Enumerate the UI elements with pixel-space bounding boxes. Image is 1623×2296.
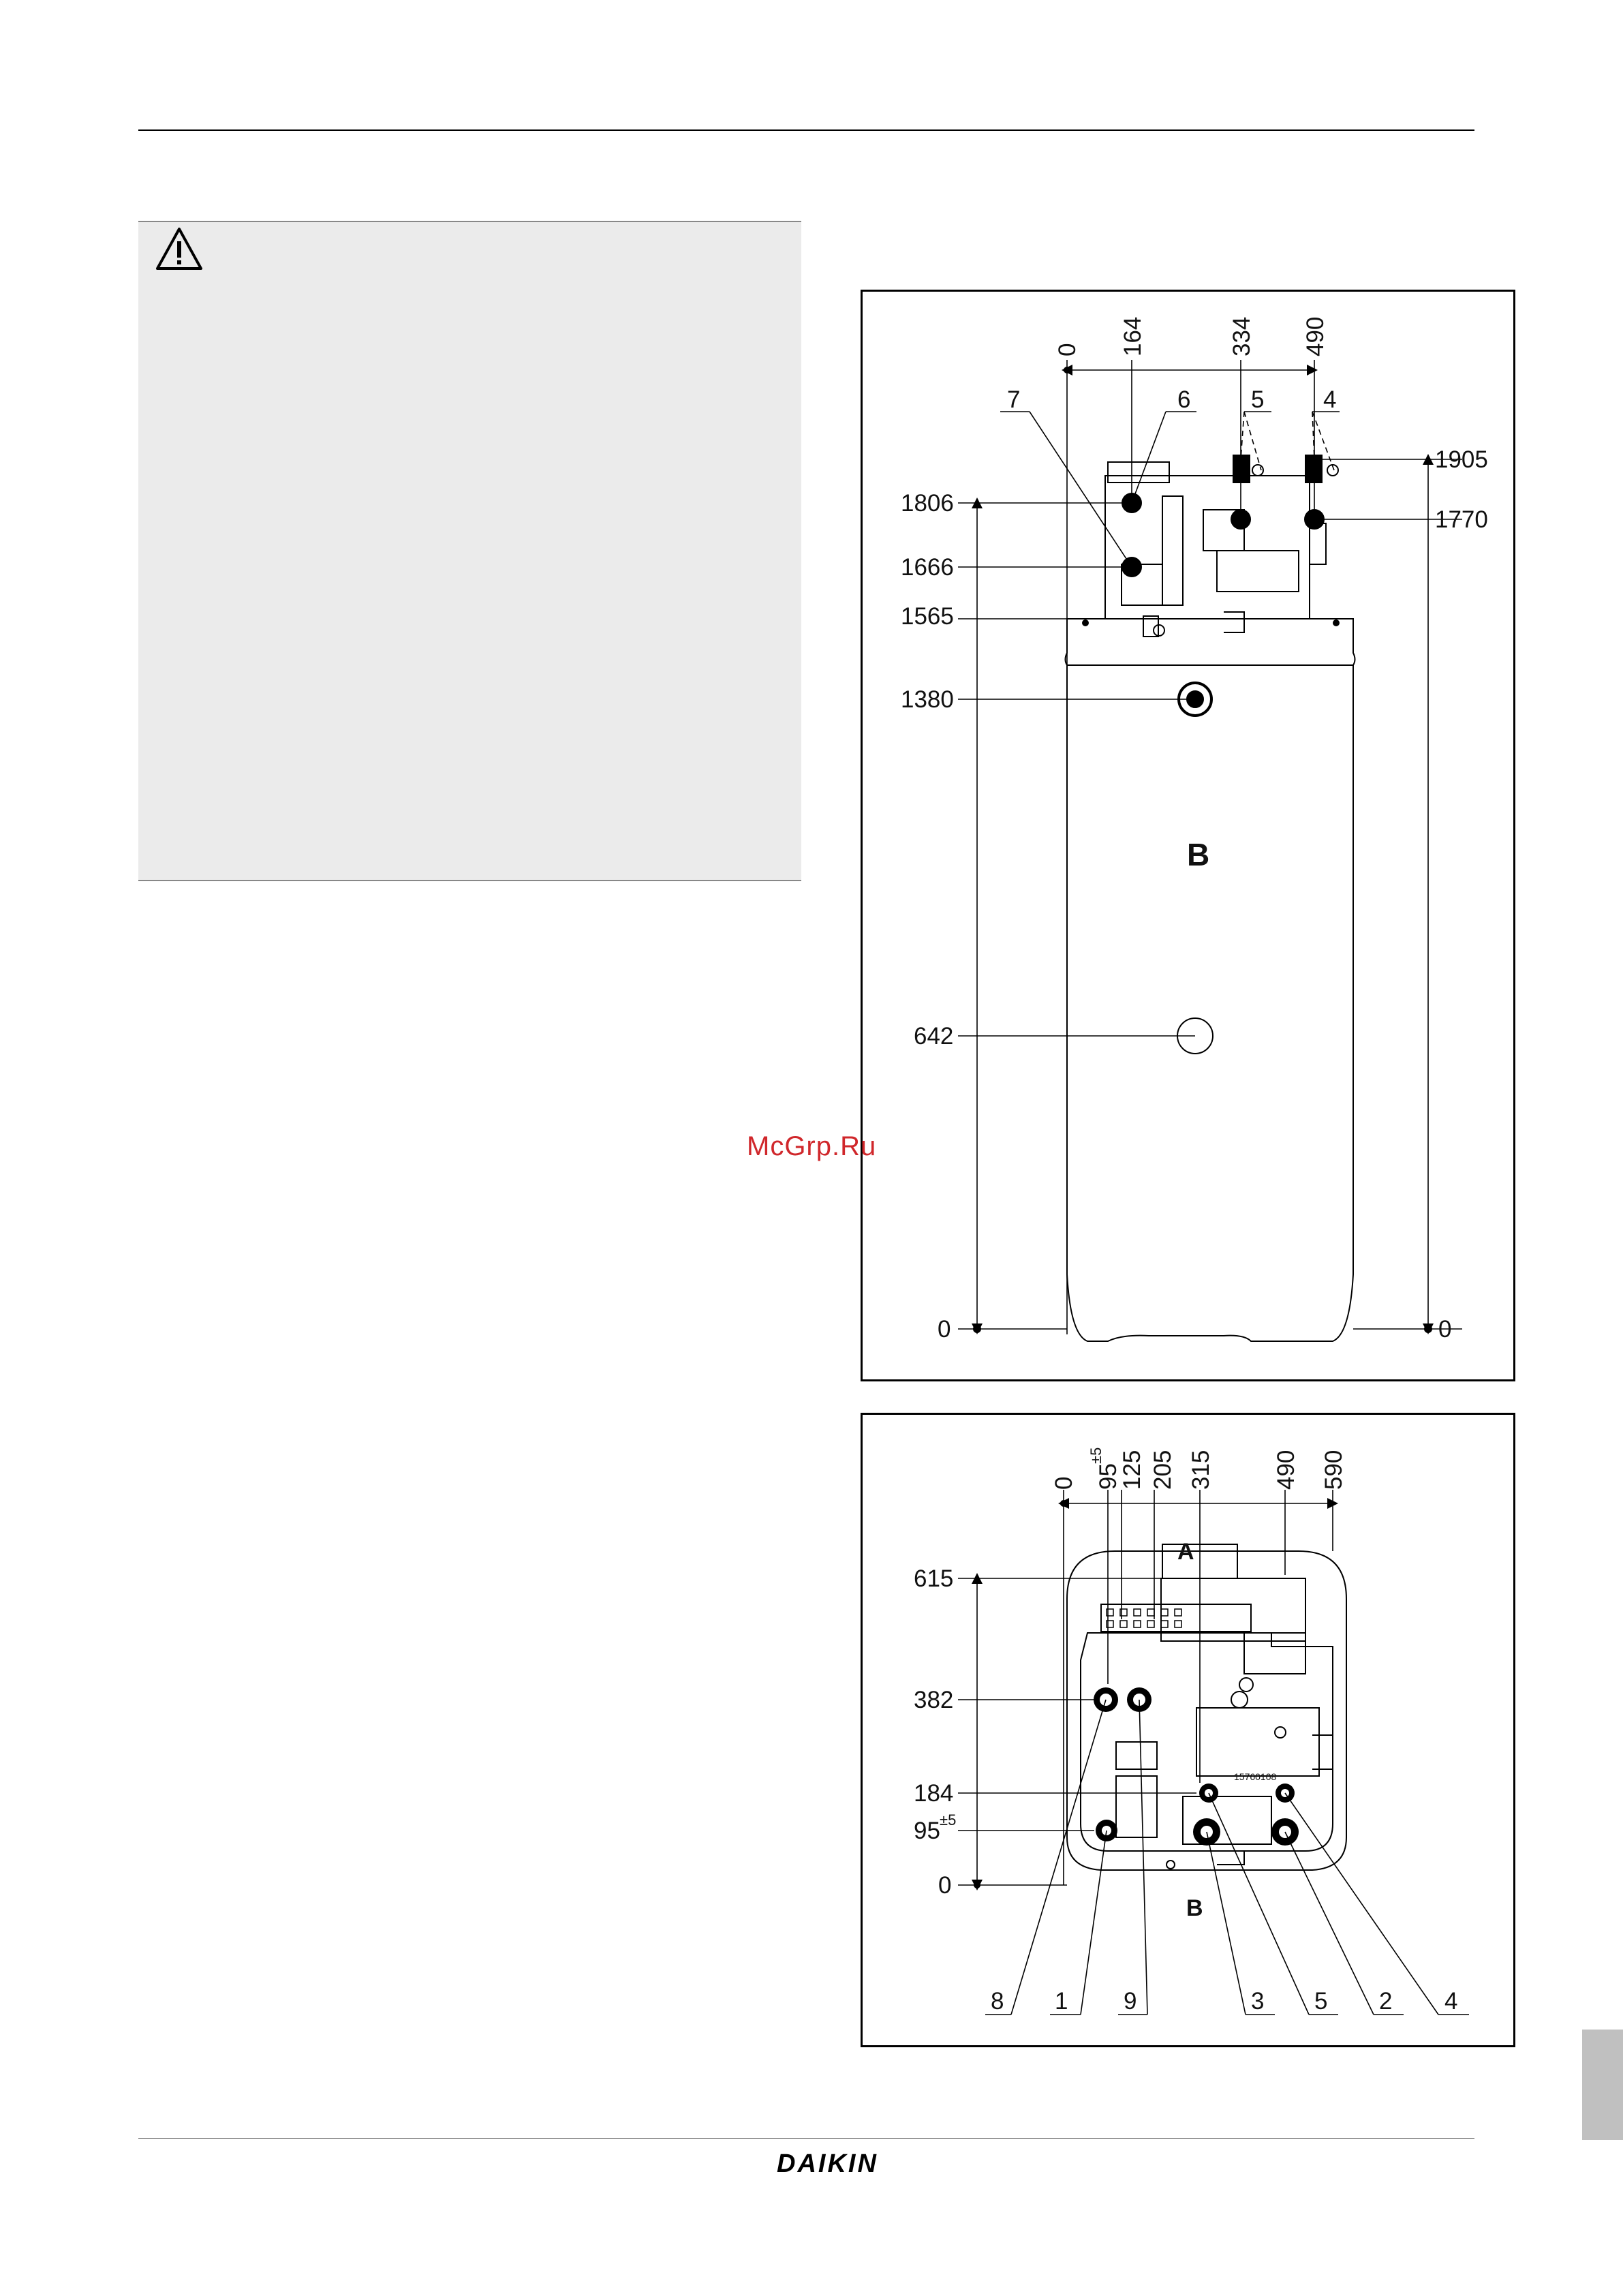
dim-top-334: 334 xyxy=(1228,316,1255,356)
dim-top-164: 164 xyxy=(1119,316,1146,356)
dim-left-95: 95 xyxy=(914,1818,940,1844)
dim-top-590: 590 xyxy=(1320,1450,1347,1490)
dim-top-205: 205 xyxy=(1149,1450,1176,1490)
dim-left-1380: 1380 xyxy=(901,686,954,713)
dim-left-615: 615 xyxy=(914,1565,954,1592)
dim-left-1565: 1565 xyxy=(901,603,954,630)
warning-box xyxy=(138,221,801,881)
top-label-a: A xyxy=(1177,1539,1194,1565)
callout-5: 5 xyxy=(1251,386,1265,413)
callout-2: 2 xyxy=(1379,1988,1393,2015)
dim-right-1770: 1770 xyxy=(1435,506,1488,533)
dim-top-0: 0 xyxy=(1054,343,1081,356)
dim-top-315: 315 xyxy=(1188,1450,1214,1490)
warning-triangle-icon xyxy=(155,226,204,275)
dim-top-125: 125 xyxy=(1119,1450,1145,1490)
dim-right-0: 0 xyxy=(1438,1316,1452,1343)
callout-4: 4 xyxy=(1323,386,1337,413)
callout-5: 5 xyxy=(1314,1988,1328,2015)
dim-top-0: 0 xyxy=(1051,1476,1077,1490)
callout-4: 4 xyxy=(1444,1988,1458,2015)
front-label-b: B xyxy=(1187,837,1210,872)
dimension-lines xyxy=(958,360,1462,1334)
dim-left-642: 642 xyxy=(914,1023,954,1050)
footer-rule xyxy=(138,2138,1474,2139)
dim-left-382: 382 xyxy=(914,1687,954,1713)
dim-top-95: 95 xyxy=(1095,1463,1122,1490)
dim-left-1666: 1666 xyxy=(901,554,954,581)
dim-left-1806: 1806 xyxy=(901,490,954,517)
callout-6: 6 xyxy=(1177,386,1191,413)
dim-left-0: 0 xyxy=(938,1872,952,1899)
callout-7: 7 xyxy=(1007,386,1021,413)
top-dimension-lines xyxy=(958,1490,1469,2015)
dim-left-184: 184 xyxy=(914,1780,954,1807)
dim-top-490: 490 xyxy=(1302,316,1329,356)
plate-text: 15760108 xyxy=(1234,1771,1277,1782)
callout-9: 9 xyxy=(1124,1988,1137,2015)
side-tab xyxy=(1582,2030,1623,2140)
top-label-b: B xyxy=(1186,1895,1203,1921)
daikin-logo: DAIKIN xyxy=(777,2149,878,2178)
dim-top-490: 490 xyxy=(1273,1450,1299,1490)
callout-8: 8 xyxy=(991,1988,1004,2015)
dim-right-1905: 1905 xyxy=(1435,446,1488,473)
front-view-figure xyxy=(861,290,1515,1381)
watermark: McGrp.Ru xyxy=(747,1131,877,1161)
dim-left-0: 0 xyxy=(938,1316,951,1343)
top-view-figure xyxy=(861,1413,1515,2047)
header-rule xyxy=(138,129,1474,131)
dim-left-95-tolerance: ±5 xyxy=(940,1811,957,1828)
dim-top-95-tolerance: ±5 xyxy=(1087,1447,1104,1464)
callout-3: 3 xyxy=(1251,1988,1265,2015)
callout-1: 1 xyxy=(1055,1988,1068,2015)
front-unit-drawing xyxy=(1066,455,1355,1341)
